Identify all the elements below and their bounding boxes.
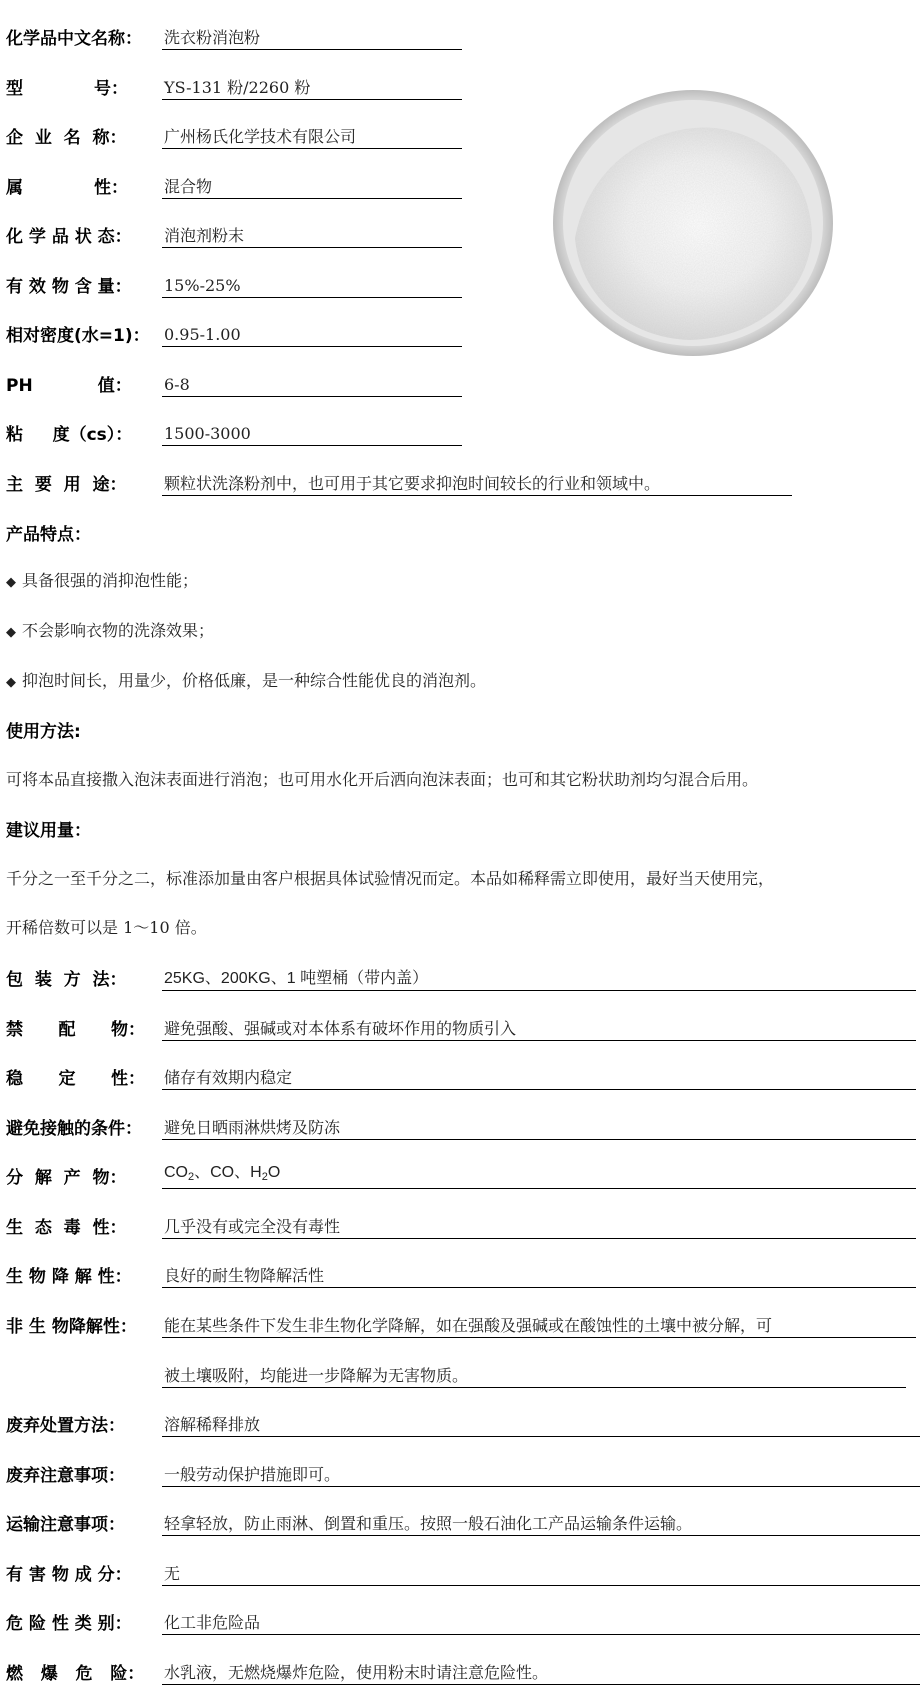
field-row — [6, 1607, 261, 1635]
field-row — [6, 369, 190, 397]
diamond-bullet-icon: ◆ — [6, 675, 16, 690]
field-value: 轻拿轻放，防止雨淋、倒置和重压。按照一般石油化工产品运输条件运输。 — [162, 1514, 920, 1536]
field-label: 有 效 物 含 量： — [6, 276, 132, 297]
field-label: 相对密度(水=1)： — [6, 326, 150, 346]
field-label: 稳 定 性： — [6, 1069, 146, 1089]
diamond-bullet-icon: ◆ — [6, 625, 16, 640]
field-value-continuation: 被土壤吸附，均能进一步降解为无害物质。 — [162, 1366, 906, 1388]
dosage-text-line1: 千分之一至千分之二，标准添加量由客户根据具体试验情况而定。本品如稀释需立即使用，最好当天使用完， — [6, 869, 775, 888]
field-label: 包 装 方 法： — [6, 970, 127, 990]
usage-text: 可将本品直接撒入泡沫表面进行消泡；也可用水化开后洒向泡沫表面；也可和其它粉状助剂均匀混合后用。 — [6, 770, 759, 789]
field-value: 1500-3000 — [162, 424, 462, 446]
dosage-text-line2: 开稀倍数可以是 1～10 倍。 — [6, 918, 207, 937]
field-value: 颗粒状洗涤粉剂中，也可用于其它要求抑泡时间较长的行业和领域中。 — [162, 474, 792, 496]
field-row — [6, 1013, 517, 1041]
diamond-bullet-icon: ◆ — [6, 575, 16, 590]
feature-item: ◆ 不会影响衣物的洗涤效果； — [6, 621, 215, 640]
field-label: 避免接触的条件： — [6, 1118, 142, 1139]
field-value: 几乎没有或完全没有毒性 — [162, 1217, 916, 1239]
field-row — [6, 1260, 325, 1288]
field-value: YS-131 粉/2260 粉 — [162, 78, 462, 100]
usage-heading: 使用方法: — [6, 722, 81, 742]
field-row — [6, 22, 261, 50]
field-value: 25KG、200KG、1 吨塑桶（带内盖） — [162, 969, 916, 991]
field-value — [162, 1163, 916, 1189]
field-row — [6, 963, 429, 991]
field-value: 6-8 — [162, 375, 462, 397]
formula-part: 2 — [188, 1171, 195, 1183]
formula-part: 、CO、H — [194, 1164, 262, 1181]
field-value: 一般劳动保护措施即可。 — [162, 1465, 920, 1487]
field-value: 0.95-1.00 — [162, 325, 462, 347]
field-value: 无 — [162, 1564, 920, 1586]
field-label: 非 生 物降解性： — [6, 1316, 137, 1337]
field-label: 化学品中文名称： — [6, 29, 142, 49]
field-row — [6, 468, 661, 496]
field-label: 分 解 产 物： — [6, 1168, 127, 1188]
field-row — [6, 1558, 181, 1586]
field-label: 主 要 用 途： — [6, 474, 127, 495]
field-row — [6, 1657, 549, 1685]
field-row — [6, 171, 213, 199]
field-value: 15%-25% — [162, 276, 462, 298]
field-row — [6, 1508, 693, 1536]
field-label: PH 值： — [6, 375, 132, 396]
field-label: 运输注意事项： — [6, 1515, 125, 1535]
field-label: 生 态 毒 性： — [6, 1217, 127, 1238]
field-label: 废弃处置方法： — [6, 1416, 125, 1436]
field-label: 生 物 降 解 性： — [6, 1267, 132, 1287]
field-row — [6, 1062, 293, 1090]
field-value: 储存有效期内稳定 — [162, 1068, 916, 1090]
field-value: 避免日晒雨淋烘烤及防冻 — [162, 1118, 916, 1140]
product-powder-photo — [550, 88, 836, 358]
field-row — [6, 1459, 341, 1487]
field-label: 废弃注意事项： — [6, 1465, 125, 1486]
field-row — [6, 1112, 341, 1140]
field-value: 广州杨氏化学技术有限公司 — [162, 127, 462, 149]
field-label: 属 性： — [6, 177, 129, 198]
formula-part: O — [267, 1164, 281, 1181]
field-label: 禁 配 物： — [6, 1019, 146, 1040]
dosage-heading: 建议用量： — [6, 821, 91, 841]
field-row — [6, 1310, 773, 1338]
field-value: 避免强酸、强碱或对本体系有破坏作用的物质引入 — [162, 1019, 916, 1041]
field-row — [6, 121, 357, 149]
field-label: 型 号： — [6, 78, 129, 99]
field-value: 洗衣粉消泡粉 — [162, 28, 462, 50]
field-value: 水乳液，无燃烧爆炸危险，使用粉末时请注意危险性。 — [162, 1663, 920, 1685]
field-row — [6, 220, 245, 248]
field-value: 良好的耐生物降解活性 — [162, 1266, 916, 1288]
field-label: 化 学 品 状 态： — [6, 227, 132, 247]
field-row — [6, 418, 251, 446]
formula-part: CO — [164, 1164, 188, 1181]
field-row — [6, 1161, 281, 1189]
field-value: 消泡剂粉末 — [162, 226, 462, 248]
field-value: 混合物 — [162, 177, 462, 199]
field-row — [6, 1211, 341, 1239]
field-row — [6, 72, 311, 100]
field-value: 化工非危险品 — [162, 1613, 920, 1635]
field-label: 燃 爆 危 险： — [6, 1663, 145, 1684]
field-value: 能在某些条件下发生非生物化学降解，如在强酸及强碱或在酸蚀性的土壤中被分解，可 — [162, 1316, 916, 1338]
feature-item: ◆ 抑泡时间长，用量少，价格低廉，是一种综合性能优良的消泡剂。 — [6, 671, 487, 690]
formula-part: 2 — [261, 1171, 268, 1183]
field-label: 危 险 性 类 别： — [6, 1614, 132, 1634]
field-row — [6, 319, 241, 347]
field-row — [6, 1409, 261, 1437]
feature-item: ◆ 具备很强的消抑泡性能； — [6, 571, 199, 590]
field-row — [6, 270, 241, 298]
field-label: 企 业 名 称： — [6, 128, 127, 148]
field-label: 有 害 物 成 分： — [6, 1564, 132, 1585]
field-value: 溶解稀释排放 — [162, 1415, 920, 1437]
features-heading: 产品特点： — [6, 525, 91, 545]
field-label: 粘 度（cs）： — [6, 425, 133, 445]
